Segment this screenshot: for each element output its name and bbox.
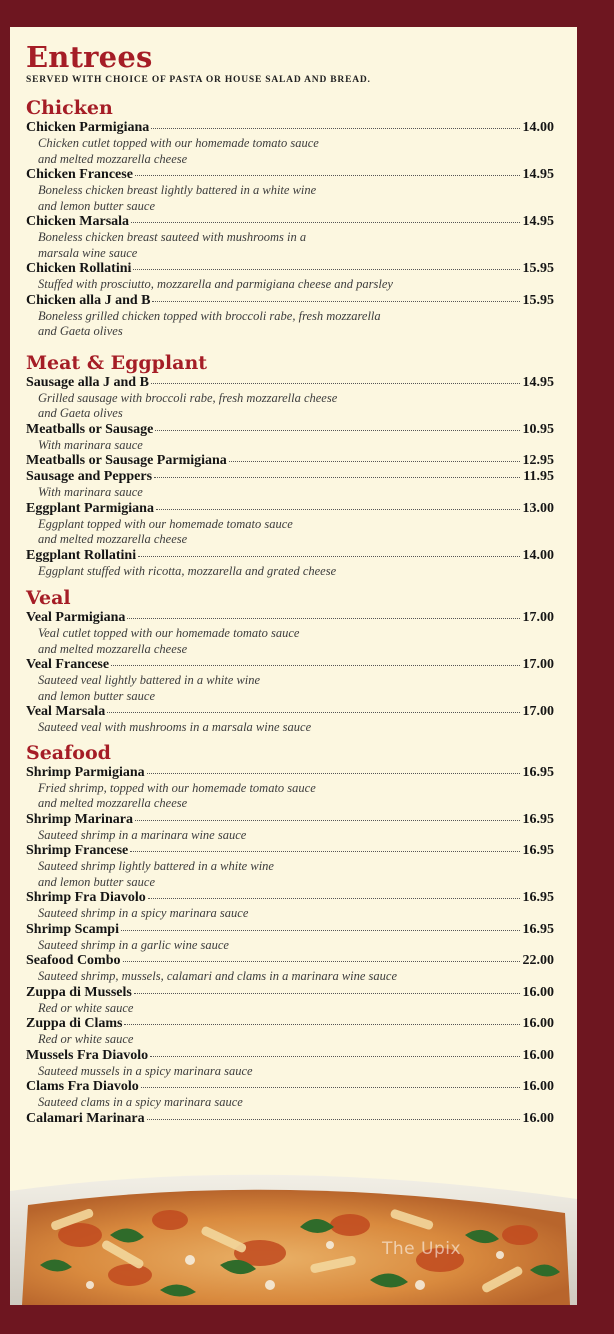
menu-item-line <box>26 453 554 469</box>
menu-item <box>26 657 554 704</box>
menu-item-line <box>26 922 554 938</box>
menu-item-description: and melted mozzarella cheese <box>38 151 188 166</box>
menu-item-description: Sauteed mussels in a spicy marinara sauce <box>38 1063 253 1078</box>
menu-item-price: 14.95 <box>522 214 554 229</box>
menu-item-line <box>26 953 554 969</box>
menu-item-price: 16.95 <box>522 764 554 780</box>
menu-item-price: 15.95 <box>522 292 554 308</box>
menu-item-line <box>26 657 554 673</box>
dot-leader <box>134 993 520 994</box>
menu-item-name: Chicken Marsala <box>26 214 130 229</box>
menu-item-line <box>26 469 554 485</box>
dot-leader <box>147 1119 520 1120</box>
menu-item-line <box>26 843 554 859</box>
menu-item-description: Grilled sausage with broccoli rabe, fresh mozzarella cheese <box>38 390 338 405</box>
menu-item-price: 16.00 <box>522 1016 554 1031</box>
menu-item-description: Boneless chicken breast lightly battered in a white wine <box>38 183 317 197</box>
section-chicken <box>26 97 554 340</box>
menu-item-name: Chicken Rollatini <box>26 261 132 276</box>
dot-leader <box>229 461 520 462</box>
menu-item-name: Meatballs or Sausage <box>26 421 154 437</box>
menu-item-description: marsala wine sauce <box>38 245 138 260</box>
menu-item <box>26 812 554 844</box>
menu-item-description: and lemon butter sauce <box>38 198 155 213</box>
menu-item-name: Veal Parmigiana <box>26 610 126 625</box>
section-title: Meat & Eggplant <box>26 351 208 374</box>
menu-item <box>26 985 554 1017</box>
menu-item-name: Shrimp Marinara <box>26 811 133 827</box>
menu-item-line <box>26 610 554 626</box>
menu-item-price: 16.95 <box>522 811 554 827</box>
menu-item-description: Eggplant topped with our homemade tomato sauce <box>38 516 293 531</box>
dot-leader <box>156 509 520 510</box>
menu-item-price: 16.00 <box>522 1047 554 1063</box>
dot-leader <box>107 712 519 713</box>
section-veal <box>26 587 554 736</box>
menu-item <box>26 469 554 501</box>
menu-item-line <box>26 422 554 438</box>
menu-item <box>26 120 554 167</box>
menu-item <box>26 453 554 469</box>
menu-item-name: Calamari Marinara <box>26 1110 145 1126</box>
menu-item-name: Shrimp Parmigiana <box>26 764 145 780</box>
menu-item-line <box>26 293 554 309</box>
menu-item <box>26 1016 554 1048</box>
menu-item-line <box>26 214 554 230</box>
dot-leader <box>151 128 519 129</box>
menu-item-line <box>26 501 554 517</box>
menu-item-name: Chicken Francese <box>26 167 133 182</box>
section-title: Seafood <box>26 741 111 764</box>
menu-item <box>26 1079 554 1111</box>
entrees-header <box>26 41 554 97</box>
menu-item-price: 16.95 <box>522 843 554 858</box>
menu-item-line <box>26 1048 554 1064</box>
page-title: Entrees <box>26 40 153 74</box>
menu-item-description: Sauteed shrimp in a garlic wine sauce <box>38 937 229 952</box>
menu-item-description: Sauteed veal lightly battered in a white wine <box>38 673 261 687</box>
menu-item <box>26 1048 554 1080</box>
menu-item-description: Veal cutlet topped with our homemade tomato sauce <box>38 626 300 640</box>
menu-item-description: and Gaeta olives <box>38 406 123 420</box>
menu-item <box>26 375 554 422</box>
menu-item <box>26 261 554 293</box>
menu-item-name: Sausage alla J and B <box>26 374 149 390</box>
menu-item-price: 17.00 <box>522 610 554 625</box>
menu-item <box>26 501 554 548</box>
menu-item-description: and lemon butter sauce <box>38 688 155 703</box>
dot-leader <box>154 477 520 478</box>
menu-item <box>26 953 554 985</box>
menu-item-description: Sauteed shrimp in a spicy marinara sauce <box>38 906 249 920</box>
menu-item-price: 15.95 <box>522 261 554 276</box>
menu-item <box>26 843 554 890</box>
menu-item-line <box>26 1111 554 1127</box>
menu-item-name: Zuppa di Mussels <box>26 984 132 1000</box>
dot-leader <box>150 1056 519 1057</box>
menu-item-name: Zuppa di Clams <box>26 1016 123 1031</box>
dot-leader <box>131 222 519 223</box>
menu-item-name: Shrimp Fra Diavolo <box>26 890 146 905</box>
section-title: Veal <box>26 587 71 609</box>
menu-content <box>26 41 554 1133</box>
menu-item-description: With marinara sauce <box>38 437 143 452</box>
menu-item-line <box>26 704 554 720</box>
menu-item-line <box>26 548 554 564</box>
menu-item-description: Fried shrimp, topped with our homemade tomato sauce <box>38 780 316 795</box>
menu-item-description: Sauteed clams in a spicy marinara sauce <box>38 1095 243 1109</box>
dot-leader <box>138 556 519 557</box>
menu-item-description: Sauteed veal with mushrooms in a marsala wine sauce <box>38 720 312 734</box>
menu-item-price: 12.95 <box>522 453 554 468</box>
menu-item-description: Sauteed shrimp, mussels, calamari and clams in a marinara wine sauce <box>38 969 398 983</box>
menu-item-description: Sauteed shrimp lightly battered in a white wine <box>38 859 274 873</box>
menu-item-name: Meatballs or Sausage Parmigiana <box>26 453 227 468</box>
menu-item-description: With marinara sauce <box>38 485 143 499</box>
menu-item <box>26 890 554 922</box>
menu-item <box>26 422 554 454</box>
dot-leader <box>121 930 520 931</box>
dot-leader <box>135 820 520 821</box>
menu-item-description: and melted mozzarella cheese <box>38 641 188 656</box>
menu-item <box>26 922 554 954</box>
menu-item-line <box>26 890 554 906</box>
menu-item <box>26 1111 554 1127</box>
menu-item <box>26 548 554 580</box>
dot-leader <box>127 618 519 619</box>
menu-item-description: Red or white sauce <box>38 1000 134 1015</box>
menu-item-description: and lemon butter sauce <box>38 874 155 889</box>
menu-item-name: Seafood Combo <box>26 953 121 968</box>
menu-item-price: 16.00 <box>522 1079 554 1094</box>
menu-item-price: 10.95 <box>522 421 554 437</box>
menu-item-name: Eggplant Rollatini <box>26 547 137 563</box>
menu-item-description: and Gaeta olives <box>38 324 123 338</box>
menu-item-description: Red or white sauce <box>38 1032 134 1046</box>
menu-item-name: Chicken Parmigiana <box>26 120 150 135</box>
dot-leader <box>111 665 519 666</box>
menu-item-name: Veal Marsala <box>26 704 106 719</box>
menu-item-line <box>26 1079 554 1095</box>
menu-item-price: 13.00 <box>522 500 554 516</box>
dot-leader <box>141 1087 520 1088</box>
dot-leader <box>135 175 520 176</box>
menu-item-price: 14.95 <box>522 374 554 390</box>
menu-item-description: Sauteed shrimp in a marinara wine sauce <box>38 827 247 842</box>
section-seafood <box>26 742 554 1127</box>
menu-sections <box>26 97 554 1127</box>
menu-item-price: 22.00 <box>522 953 554 968</box>
menu-item-name: Shrimp Scampi <box>26 921 119 937</box>
section-meat-eggplant <box>26 352 554 580</box>
section-title: Chicken <box>26 97 113 119</box>
pasta-dish-photo <box>10 1165 577 1305</box>
dot-leader <box>155 430 519 431</box>
menu-page <box>10 27 577 1305</box>
menu-item-price: 14.00 <box>522 547 554 563</box>
menu-item-line <box>26 985 554 1001</box>
dot-leader <box>152 301 519 302</box>
menu-item-description: Stuffed with prosciutto, mozzarella and parmigiana cheese and parsley <box>38 277 393 291</box>
menu-item-price: 17.00 <box>522 704 554 719</box>
menu-item-line <box>26 375 554 391</box>
menu-item <box>26 293 554 340</box>
menu-item-price: 16.00 <box>522 984 554 1000</box>
dot-leader <box>148 898 520 899</box>
menu-item-price: 14.95 <box>522 167 554 182</box>
menu-item-line <box>26 1016 554 1032</box>
menu-item-price: 16.00 <box>522 1110 554 1126</box>
dot-leader <box>147 773 520 774</box>
menu-item-description: Chicken cutlet topped with our homemade tomato sauce <box>38 136 319 150</box>
menu-item-line <box>26 261 554 277</box>
menu-item-description: Eggplant stuffed with ricotta, mozzarella and grated cheese <box>38 563 337 578</box>
dot-leader <box>130 851 519 852</box>
menu-item-name: Chicken alla J and B <box>26 292 151 308</box>
dot-leader <box>151 383 520 384</box>
menu-item <box>26 167 554 214</box>
menu-item-description: Boneless grilled chicken topped with broccoli rabe, fresh mozzarella <box>38 308 381 323</box>
watermark: The Upix <box>382 1239 462 1259</box>
menu-item-price: 11.95 <box>523 469 554 484</box>
page-subtitle: SERVED WITH CHOICE OF PASTA OR HOUSE SALAD AND BREAD. <box>26 75 371 85</box>
menu-item-name: Shrimp Francese <box>26 843 129 858</box>
menu-item <box>26 765 554 812</box>
dot-leader <box>123 961 520 962</box>
dot-leader <box>124 1024 519 1025</box>
menu-item-line <box>26 765 554 781</box>
menu-item-line <box>26 812 554 828</box>
menu-item-line <box>26 120 554 136</box>
menu-item <box>26 704 554 736</box>
menu-item-price: 17.00 <box>522 657 554 672</box>
menu-item-price: 14.00 <box>522 120 554 135</box>
menu-item-description: and melted mozzarella cheese <box>38 532 188 546</box>
menu-item-description: Boneless chicken breast sauteed with mushrooms in a <box>38 230 307 244</box>
menu-item-description: and melted mozzarella cheese <box>38 796 188 810</box>
menu-item <box>26 610 554 657</box>
menu-item-name: Sausage and Peppers <box>26 469 153 484</box>
dot-leader <box>133 269 519 270</box>
menu-item <box>26 214 554 261</box>
menu-item-line <box>26 167 554 183</box>
menu-item-price: 16.95 <box>522 890 554 905</box>
menu-item-price: 16.95 <box>522 921 554 937</box>
menu-item-name: Mussels Fra Diavolo <box>26 1047 149 1063</box>
menu-item-name: Veal Francese <box>26 657 110 672</box>
menu-item-name: Clams Fra Diavolo <box>26 1079 139 1094</box>
menu-item-name: Eggplant Parmigiana <box>26 500 154 516</box>
